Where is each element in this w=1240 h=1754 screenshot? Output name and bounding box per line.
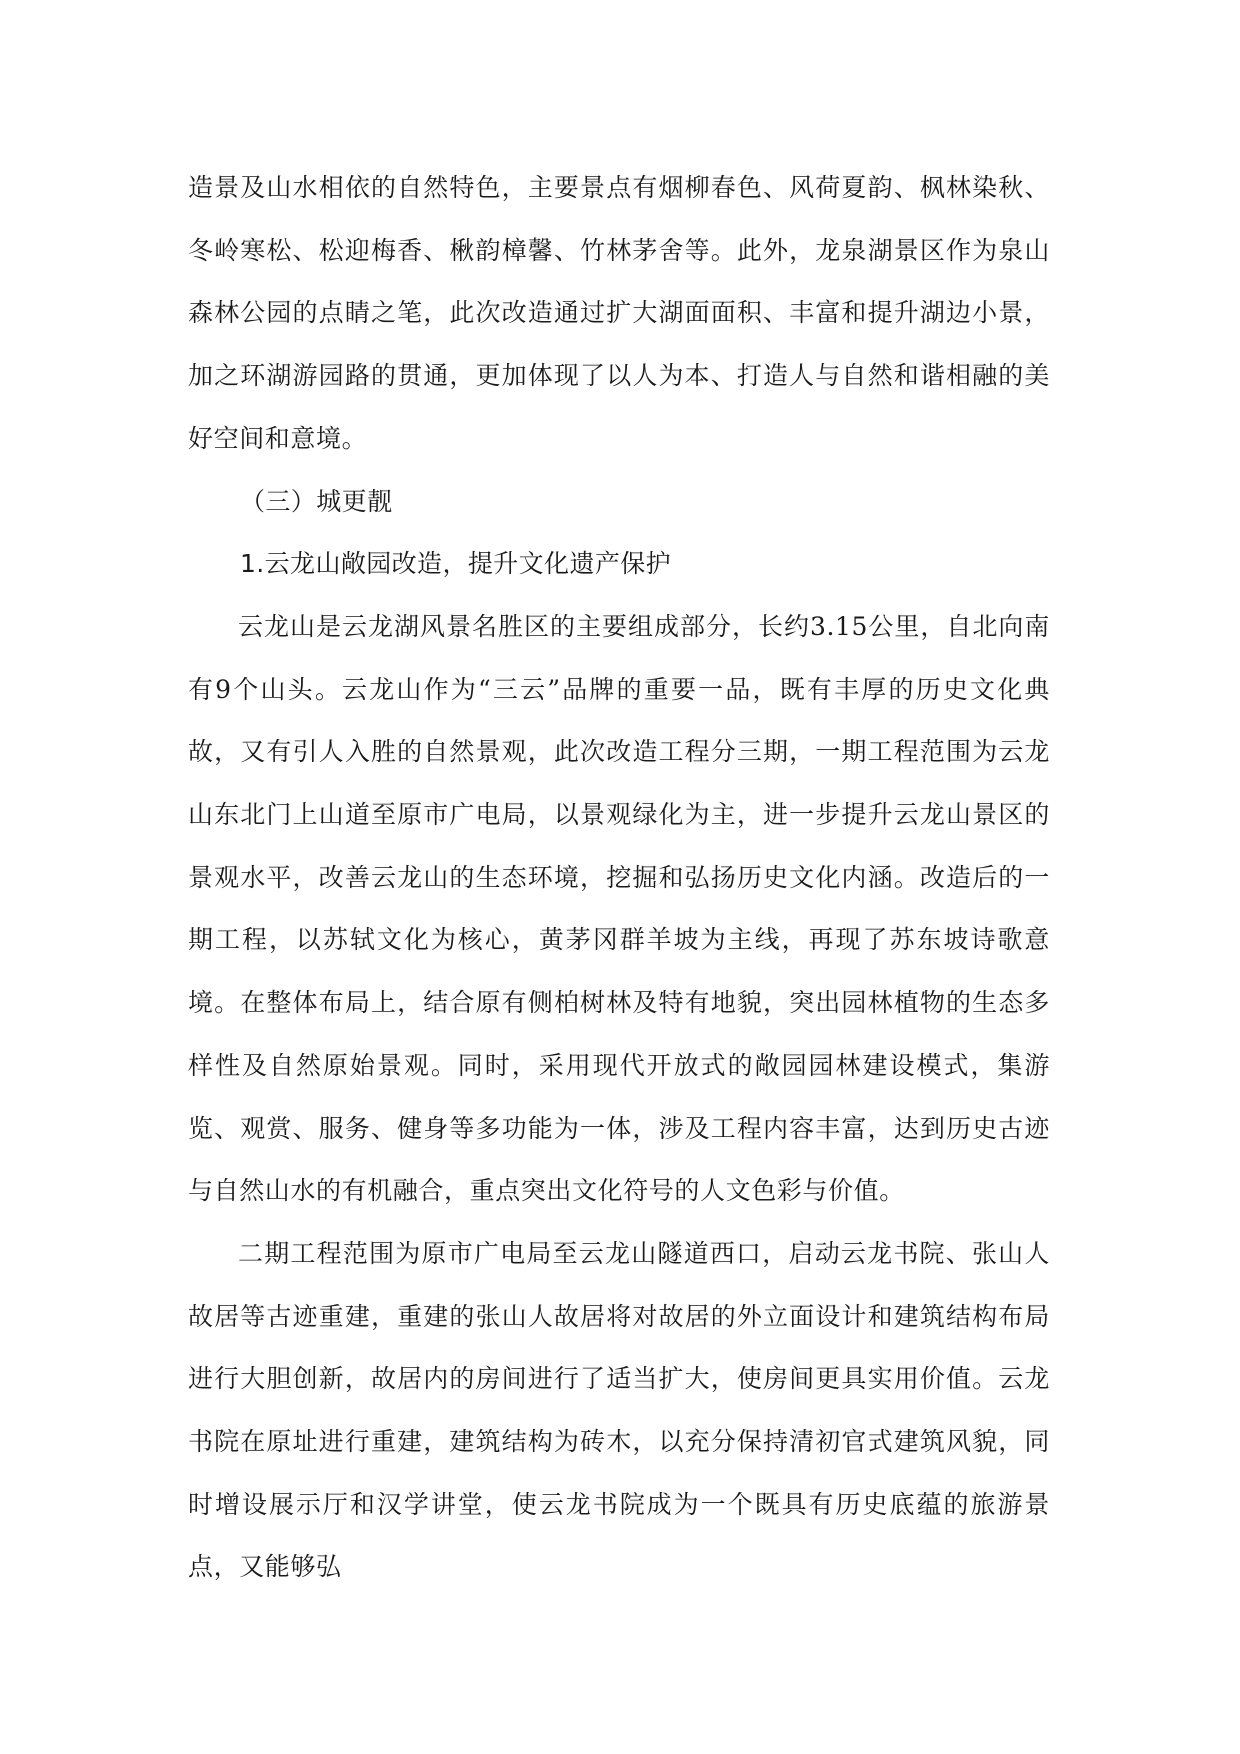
paragraph-phase-two: 二期工程范围为原市广电局至云龙山隧道西口，启动云龙书院、张山人故居等古迹重建，重建的张山人故居将对故居的外立面设计和建筑结构布局进行大胆创新，故居内的房间进行了适当扩大，使房间更具实用价值。云龙书院在原址进行重建，建筑结构为砖木，以充分保持清初官式建筑风貌，同时增设展示厅和汉学讲堂，使云龙书院成为一个既具有历史底蕴的旅游景点，又能够弘 — [188, 1238, 1050, 1582]
paragraph-continuation: 造景及山水相依的自然特色，主要景点有烟柳春色、风荷夏韵、枫林染秋、冬岭寒松、松迎梅香、楸韵樟馨、竹林茅舍等。此外，龙泉湖景区作为泉山森林公园的点睛之笔，此次改造通过扩大湖面面积、丰富和提升湖边小景，加之环湖游园路的贯通，更加体现了以人为本、打造人与自然和谐相融的美好空间和意境。 — [188, 173, 1050, 453]
section-heading: （三）城更靓 — [240, 486, 393, 516]
subsection-heading: 1.云龙山敞园改造，提升文化遗产保护 — [240, 549, 672, 579]
paragraph-phase-one: 云龙山是云龙湖风景名胜区的主要组成部分，长约3.15公里，自北向南有9个山头。云龙山作为“三云”品牌的重要一品，既有丰厚的历史文化典故，又有引人入胜的自然景观，此次改造工程分三期，一期工程范围为云龙山东北门上山道至原市广电局，以景观绿化为主，进一步提升云龙山景区的景观水平，改善云龙山的生态环境，挖掘和弘扬历史文化内涵。改造后的一期工程，以苏轼文化为核心，黄茅冈群羊坡为主线，再现了苏东坡诗歌意境。在整体布局上，结合原有侧柏树林及特有地貌，突出园林植物的生态多样性及自然原始景观。同时，采用现代开放式的敞园园林建设模式，集游览、观赏、服务、健身等多功能为一体，涉及工程内容丰富，达到历史古迹与自然山水的有机融合，重点突出文化符号的人文色彩与价值。 — [188, 611, 1050, 1206]
document-body — [188, 157, 1050, 1599]
